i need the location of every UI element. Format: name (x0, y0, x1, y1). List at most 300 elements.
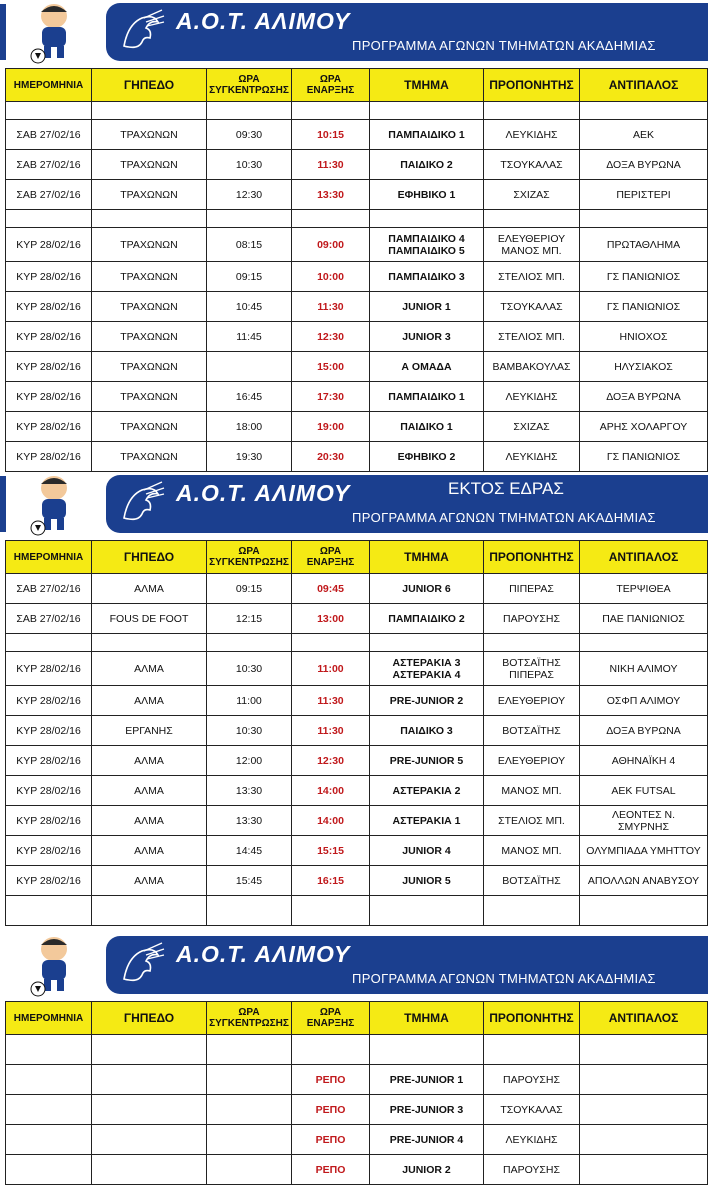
cell-field (92, 382, 207, 412)
header-meet-line1: ΩΡΑ (238, 546, 260, 557)
cell-opponent (580, 228, 708, 262)
cell-team-text: JUNIOR 5 (402, 874, 451, 887)
cell-date-text: ΚΥΡ 28/02/16 (16, 270, 81, 283)
cell-start-time-text: 14:00 (317, 814, 344, 827)
cell-team (370, 322, 484, 352)
cell-date-text: ΣΑΒ 27/02/16 (16, 612, 81, 625)
cell-opponent-text: ΟΣΦΠ ΑΛΙΜΟΥ (606, 694, 681, 707)
header-start-line1: ΩΡΑ (319, 546, 342, 557)
header-opponent: ΑΝΤΙΠΑΛΟΣ (580, 541, 708, 574)
header-field: ΓΗΠΕΔΟ (92, 1002, 207, 1035)
cell-date (6, 604, 92, 634)
cell-start-time-text: 12:30 (317, 330, 344, 343)
header-row (6, 541, 708, 574)
cell-team (370, 102, 484, 120)
cell-date (6, 322, 92, 352)
left-bar (0, 4, 6, 60)
cell-field (92, 574, 207, 604)
cell-field (92, 746, 207, 776)
cell-date-text: ΚΥΡ 28/02/16 (16, 390, 81, 403)
cell-team-text: ΠΑΜΠΑΙΔΙΚΟ 2 (388, 612, 465, 625)
cell-opponent-text: ΤΕΡΨΙΘΕΑ (616, 582, 671, 595)
cell-field (92, 776, 207, 806)
cell-team (370, 836, 484, 866)
cell-coach-text: ΜΑΝΟΣ ΜΠ. (501, 784, 562, 797)
cell-meet-time-text: 18:00 (235, 420, 263, 433)
schedule-table (5, 68, 708, 472)
cell-opponent-text: ΝΙΚΗ ΑΛΙΜΟΥ (609, 662, 678, 675)
table-row (6, 442, 708, 472)
cell-opponent (580, 1125, 708, 1155)
cell-opponent-text: ΓΣ ΠΑΝΙΩΝΙΟΣ (606, 270, 681, 283)
cell-start-time-text: 09:00 (317, 238, 344, 251)
cell-opponent-text: ΔΟΞΑ ΒΥΡΩΝΑ (606, 158, 681, 171)
cell-field-text: ΤΡΑΧΩΝΩΝ (120, 450, 178, 463)
cell-team-text: ΠΑΙΔΙΚΟ 2 (400, 158, 453, 171)
cell-date (6, 1065, 92, 1095)
cell-field-text: ΕΡΓΑΝΗΣ (125, 724, 173, 737)
header-date: ΗΜΕΡΟΜΗΝΙΑ (6, 69, 92, 102)
cell-team (370, 896, 484, 926)
cell-field-text: ΑΛΜΑ (134, 754, 164, 767)
program-subtitle: ΠΡΟΓΡΑΜΜΑ ΑΓΩΝΩΝ ΤΜΗΜΑΤΩΝ ΑΚΑΔΗΜΙΑΣ (352, 971, 656, 986)
cell-team-text: ΠΑΜΠΑΙΔΙΚΟ 3 (388, 270, 465, 283)
table-row (6, 1095, 708, 1125)
header-field: ΓΗΠΕΔΟ (92, 69, 207, 102)
cell-coach-text: ΛΕΥΚΙΔΗΣ (505, 1133, 558, 1146)
cell-opponent (580, 210, 708, 228)
header-opponent: ΑΝΤΙΠΑΛΟΣ (580, 1002, 708, 1035)
cell-start-time-text: ΡΕΠΟ (315, 1133, 346, 1146)
cell-start-time (292, 806, 370, 836)
cell-coach-text: ΛΕΥΚΙΔΗΣ (505, 390, 558, 403)
cell-coach (484, 604, 580, 634)
cell-coach (484, 836, 580, 866)
cell-team-text: JUNIOR 4 (402, 844, 451, 857)
cell-date (6, 1125, 92, 1155)
cell-start-time (292, 102, 370, 120)
cell-start-time (292, 896, 370, 926)
cell-coach-text: ΣΤΕΛΙΟΣ ΜΠ. (498, 330, 565, 343)
cell-date (6, 836, 92, 866)
cell-start-time-text: 13:00 (317, 612, 344, 625)
cell-team (370, 382, 484, 412)
header-date: ΗΜΕΡΟΜΗΝΙΑ (6, 1002, 92, 1035)
cell-start-time-text: ΡΕΠΟ (315, 1103, 346, 1116)
cell-coach (484, 180, 580, 210)
cell-opponent (580, 292, 708, 322)
header-meet-line2: ΣΥΓΚΕΝΤΡΩΣΗΣ (209, 1018, 289, 1029)
table-row (6, 896, 708, 926)
cell-team-text: JUNIOR 2 (402, 1163, 451, 1176)
cell-date (6, 716, 92, 746)
cell-meet-time (207, 412, 292, 442)
cell-coach-text: ΒΟΤΣΑΪΤΗΣ (502, 874, 561, 887)
cell-team-text: PRE-JUNIOR 1 (389, 1073, 464, 1086)
cell-meet-time (207, 210, 292, 228)
header-opponent: ΑΝΤΙΠΑΛΟΣ (580, 69, 708, 102)
cell-meet-time (207, 1095, 292, 1125)
cell-opponent (580, 1155, 708, 1185)
cell-meet-time (207, 1155, 292, 1185)
cell-meet-time (207, 102, 292, 120)
cell-team-text: ΠΑΙΔΙΚΟ 1 (400, 420, 453, 433)
table-row (6, 686, 708, 716)
cell-coach (484, 228, 580, 262)
cell-team-text: ΠΑΜΠΑΙΔΙΚΟ 4 (388, 232, 465, 245)
cell-meet-time (207, 604, 292, 634)
cell-coach-text: ΠΑΡΟΥΣΗΣ (503, 612, 560, 625)
cell-opponent (580, 442, 708, 472)
cell-field (92, 102, 207, 120)
cell-meet-time (207, 120, 292, 150)
cell-team (370, 150, 484, 180)
cell-coach (484, 746, 580, 776)
cell-start-time (292, 776, 370, 806)
cell-coach-text: ΒΟΤΣΑΪΤΗΣ (502, 656, 561, 669)
header-meet-line2: ΣΥΓΚΕΝΤΡΩΣΗΣ (209, 557, 289, 568)
cell-start-time (292, 292, 370, 322)
cell-coach (484, 686, 580, 716)
cell-opponent (580, 686, 708, 716)
cell-start-time (292, 412, 370, 442)
cell-date (6, 746, 92, 776)
cell-team (370, 652, 484, 686)
title-banner (106, 3, 708, 61)
mascot-icon (8, 935, 98, 997)
cell-meet-time (207, 322, 292, 352)
cell-opponent (580, 102, 708, 120)
cell-date (6, 574, 92, 604)
cell-meet-time (207, 1035, 292, 1065)
cell-date-text: ΣΑΒ 27/02/16 (16, 158, 81, 171)
cell-date (6, 442, 92, 472)
cell-meet-time-text: 10:45 (235, 300, 263, 313)
cell-meet-time (207, 382, 292, 412)
cell-coach-text: ΛΕΥΚΙΔΗΣ (505, 450, 558, 463)
cell-team (370, 210, 484, 228)
header-start-line2: ΕΝΑΡΞΗΣ (306, 85, 355, 96)
cell-team (370, 292, 484, 322)
cell-date (6, 228, 92, 262)
cell-coach (484, 262, 580, 292)
table-row (6, 1065, 708, 1095)
cell-field-text: ΤΡΑΧΩΝΩΝ (120, 330, 178, 343)
cell-opponent (580, 382, 708, 412)
cell-team (370, 1125, 484, 1155)
cell-start-time (292, 686, 370, 716)
header-row (6, 1002, 708, 1035)
cell-coach (484, 102, 580, 120)
table-row (6, 262, 708, 292)
cell-meet-time (207, 150, 292, 180)
cell-field (92, 322, 207, 352)
cell-opponent-text: ΑΕΚ FUTSAL (611, 784, 676, 797)
table-row (6, 806, 708, 836)
cell-coach (484, 652, 580, 686)
cell-field (92, 686, 207, 716)
cell-team (370, 1095, 484, 1125)
cell-coach (484, 896, 580, 926)
cell-coach-text: ΒΟΤΣΑΪΤΗΣ (502, 724, 561, 737)
cell-coach-text: ΛΕΥΚΙΔΗΣ (505, 128, 558, 141)
cell-start-time-text: 11:30 (317, 158, 344, 171)
cell-coach (484, 776, 580, 806)
away-schedule-section (0, 474, 708, 926)
cell-date-text: ΚΥΡ 28/02/16 (16, 784, 81, 797)
cell-date-text: ΣΑΒ 27/02/16 (16, 188, 81, 201)
cell-team (370, 1155, 484, 1185)
cell-field (92, 806, 207, 836)
table-row (6, 322, 708, 352)
header-start-line1: ΩΡΑ (319, 74, 342, 85)
cell-field-text: ΤΡΑΧΩΝΩΝ (120, 158, 178, 171)
cell-meet-time (207, 806, 292, 836)
table-row (6, 382, 708, 412)
cell-meet-time (207, 716, 292, 746)
cell-date (6, 292, 92, 322)
cell-meet-time-text: 09:30 (235, 128, 263, 141)
cell-team (370, 574, 484, 604)
cell-meet-time-text: 13:30 (235, 784, 263, 797)
cell-start-time-text: 20:30 (317, 450, 344, 463)
cell-field-text: FOUS DE FOOT (109, 612, 189, 625)
cell-start-time-text: 13:30 (317, 188, 344, 201)
cell-opponent-text: ΔΟΞΑ ΒΥΡΩΝΑ (606, 390, 681, 403)
cell-opponent-text: ΠΑΕ ΠΑΝΙΩΝΙΟΣ (602, 612, 685, 625)
cell-coach (484, 1065, 580, 1095)
cell-opponent-text: ΑΠΟΛΛΩΝ ΑΝΑΒΥΣΟΥ (587, 874, 700, 887)
cell-opponent (580, 716, 708, 746)
cell-opponent (580, 262, 708, 292)
cell-date-text: ΚΥΡ 28/02/16 (16, 694, 81, 707)
cell-opponent (580, 866, 708, 896)
cell-coach-text: ΒΑΜΒΑΚΟΥΛΑΣ (492, 360, 571, 373)
cell-team-text: ΕΦΗΒΙΚΟ 2 (397, 450, 456, 463)
cell-field (92, 836, 207, 866)
header-coach: ΠΡΟΠΟΝΗΤΗΣ (484, 69, 580, 102)
cell-team (370, 1065, 484, 1095)
cell-opponent (580, 1065, 708, 1095)
cell-team-text: JUNIOR 1 (402, 300, 451, 313)
cell-team (370, 806, 484, 836)
cell-date (6, 180, 92, 210)
cell-field (92, 896, 207, 926)
cell-start-time (292, 716, 370, 746)
cell-opponent-text: ΠΕΡΙΣΤΕΡΙ (616, 188, 671, 201)
cell-opponent (580, 836, 708, 866)
cell-opponent-text: ΑΡΗΣ ΧΟΛΑΡΓΟΥ (599, 420, 688, 433)
cell-start-time (292, 210, 370, 228)
club-name: Α.Ο.Τ. ΑΛΙΜΟΥ (176, 480, 351, 506)
header-coach: ΠΡΟΠΟΝΗΤΗΣ (484, 1002, 580, 1035)
cell-team (370, 634, 484, 652)
cell-start-time-text: 11:30 (317, 724, 344, 737)
cell-coach (484, 412, 580, 442)
cell-field (92, 716, 207, 746)
cell-opponent-text: ΓΣ ΠΑΝΙΩΝΙΟΣ (606, 300, 681, 313)
cell-coach (484, 442, 580, 472)
cell-opponent (580, 1035, 708, 1065)
cell-team (370, 866, 484, 896)
cell-team-text: Α ΟΜΑΔΑ (401, 360, 452, 373)
cell-meet-time (207, 228, 292, 262)
cell-opponent (580, 322, 708, 352)
club-name: Α.Ο.Τ. ΑΛΙΜΟΥ (176, 8, 351, 34)
cell-start-time-text: 09:45 (317, 582, 344, 595)
cell-date-text: ΚΥΡ 28/02/16 (16, 420, 81, 433)
table-row (6, 120, 708, 150)
cell-team (370, 442, 484, 472)
away-label: ΕΚΤΟΣ ΕΔΡΑΣ (448, 479, 564, 498)
cell-date (6, 686, 92, 716)
cell-field (92, 1155, 207, 1185)
table-row (6, 652, 708, 686)
header-start-line2: ΕΝΑΡΞΗΣ (306, 1018, 355, 1029)
section-banner (0, 935, 708, 997)
cell-date (6, 652, 92, 686)
cell-start-time (292, 228, 370, 262)
cell-start-time-text: 10:15 (317, 128, 344, 141)
cell-opponent-text: ΑΘΗΝΑΪΚΗ 4 (611, 754, 676, 767)
cell-coach (484, 866, 580, 896)
cell-start-time-text: ΡΕΠΟ (315, 1163, 346, 1176)
cell-coach (484, 292, 580, 322)
cell-start-time (292, 120, 370, 150)
cell-meet-time-text: 13:30 (235, 814, 263, 827)
header-start-line1: ΩΡΑ (319, 1007, 342, 1018)
cell-meet-time (207, 352, 292, 382)
table-row (6, 836, 708, 866)
cell-start-time (292, 836, 370, 866)
header-row (6, 69, 708, 102)
cell-meet-time (207, 836, 292, 866)
cell-date-text: ΚΥΡ 28/02/16 (16, 300, 81, 313)
cell-opponent-text-line2: ΣΜΥΡΝΗΣ (618, 820, 669, 833)
cell-start-time-text: 11:30 (317, 300, 344, 313)
cell-meet-time-text: 09:15 (235, 270, 263, 283)
cell-date-text: ΚΥΡ 28/02/16 (16, 814, 81, 827)
cell-meet-time (207, 180, 292, 210)
header-start-time (292, 541, 370, 574)
cell-start-time-text: 15:00 (317, 360, 344, 373)
cell-opponent (580, 1095, 708, 1125)
cell-start-time (292, 1065, 370, 1095)
cell-start-time (292, 352, 370, 382)
cell-opponent (580, 150, 708, 180)
cell-coach-text: ΤΣΟΥΚΑΛΑΣ (500, 1103, 563, 1116)
header-team: ΤΜΗΜΑ (370, 69, 484, 102)
cell-meet-time-text: 08:15 (235, 238, 263, 251)
cell-date (6, 150, 92, 180)
cell-date (6, 120, 92, 150)
table-row (6, 150, 708, 180)
cell-team-text: ΠΑΜΠΑΙΔΙΚΟ 1 (388, 128, 465, 141)
table-row (6, 228, 708, 262)
cell-meet-time-text: 14:45 (235, 844, 263, 857)
cell-meet-time (207, 1065, 292, 1095)
cell-field (92, 442, 207, 472)
cell-field (92, 634, 207, 652)
cell-coach-text: ΣΧΙΖΑΣ (513, 420, 550, 433)
cell-start-time (292, 1155, 370, 1185)
cell-coach-text: ΣΤΕΛΙΟΣ ΜΠ. (498, 270, 565, 283)
cell-field (92, 262, 207, 292)
cell-coach-text: ΣΤΕΛΙΟΣ ΜΠ. (498, 814, 565, 827)
table-row (6, 1155, 708, 1185)
title-banner (106, 936, 708, 994)
header-meet-time (207, 69, 292, 102)
cell-start-time (292, 866, 370, 896)
cell-field (92, 292, 207, 322)
cell-meet-time-text: 09:15 (235, 582, 263, 595)
cell-coach (484, 716, 580, 746)
cell-date (6, 776, 92, 806)
header-meet-time (207, 541, 292, 574)
cell-meet-time (207, 746, 292, 776)
cell-team-text: ΠΑΜΠΑΙΔΙΚΟ 1 (388, 390, 465, 403)
cell-meet-time (207, 262, 292, 292)
cell-coach-text: ΕΛΕΥΘΕΡΙΟΥ (497, 754, 566, 767)
header-team: ΤΜΗΜΑ (370, 1002, 484, 1035)
table-row (6, 634, 708, 652)
cell-opponent (580, 180, 708, 210)
cell-meet-time (207, 574, 292, 604)
cell-field (92, 1065, 207, 1095)
cell-start-time-text: 10:00 (317, 270, 344, 283)
header-meet-time (207, 1002, 292, 1035)
cell-field-text: ΤΡΑΧΩΝΩΝ (120, 238, 178, 251)
cell-coach (484, 1035, 580, 1065)
cell-meet-time-text: 10:30 (235, 158, 263, 171)
cell-coach (484, 1125, 580, 1155)
table-row (6, 716, 708, 746)
cell-date-text: ΚΥΡ 28/02/16 (16, 330, 81, 343)
cell-meet-time-text: 10:30 (235, 662, 263, 675)
title-banner (106, 475, 708, 533)
cell-start-time-text: 17:30 (317, 390, 344, 403)
cell-coach-text: ΣΧΙΖΑΣ (513, 188, 550, 201)
header-start-time (292, 69, 370, 102)
program-subtitle: ΠΡΟΓΡΑΜΜΑ ΑΓΩΝΩΝ ΤΜΗΜΑΤΩΝ ΑΚΑΔΗΜΙΑΣ (352, 38, 656, 53)
cell-coach (484, 382, 580, 412)
table-row (6, 574, 708, 604)
header-start-time (292, 1002, 370, 1035)
cell-opponent-text: ΛΕΟΝΤΕΣ Ν. (611, 808, 676, 821)
program-subtitle: ΠΡΟΓΡΑΜΜΑ ΑΓΩΝΩΝ ΤΜΗΜΑΤΩΝ ΑΚΑΔΗΜΙΑΣ (352, 510, 656, 525)
cell-team-text-line2: ΑΣΤΕΡΑΚΙΑ 4 (392, 668, 461, 681)
cell-meet-time (207, 686, 292, 716)
cell-team-text: ΑΣΤΕΡΑΚΙΑ 1 (392, 814, 461, 827)
cell-field-text: ΤΡΑΧΩΝΩΝ (120, 300, 178, 313)
cell-field (92, 652, 207, 686)
cell-field-text: ΑΛΜΑ (134, 784, 164, 797)
cell-start-time-text: 11:30 (317, 694, 344, 707)
cell-field (92, 352, 207, 382)
cell-team (370, 746, 484, 776)
table-row (6, 866, 708, 896)
cell-coach-text: ΜΑΝΟΣ ΜΠ. (501, 844, 562, 857)
cell-team-text: JUNIOR 6 (402, 582, 451, 595)
cell-start-time (292, 574, 370, 604)
cell-date-text: ΚΥΡ 28/02/16 (16, 844, 81, 857)
cell-field (92, 120, 207, 150)
cell-coach (484, 1095, 580, 1125)
left-bar (0, 476, 6, 532)
cell-date-text: ΚΥΡ 28/02/16 (16, 754, 81, 767)
cell-meet-time-text: 11:45 (236, 330, 262, 343)
cell-team-text: ΑΣΤΕΡΑΚΙΑ 2 (392, 784, 461, 797)
